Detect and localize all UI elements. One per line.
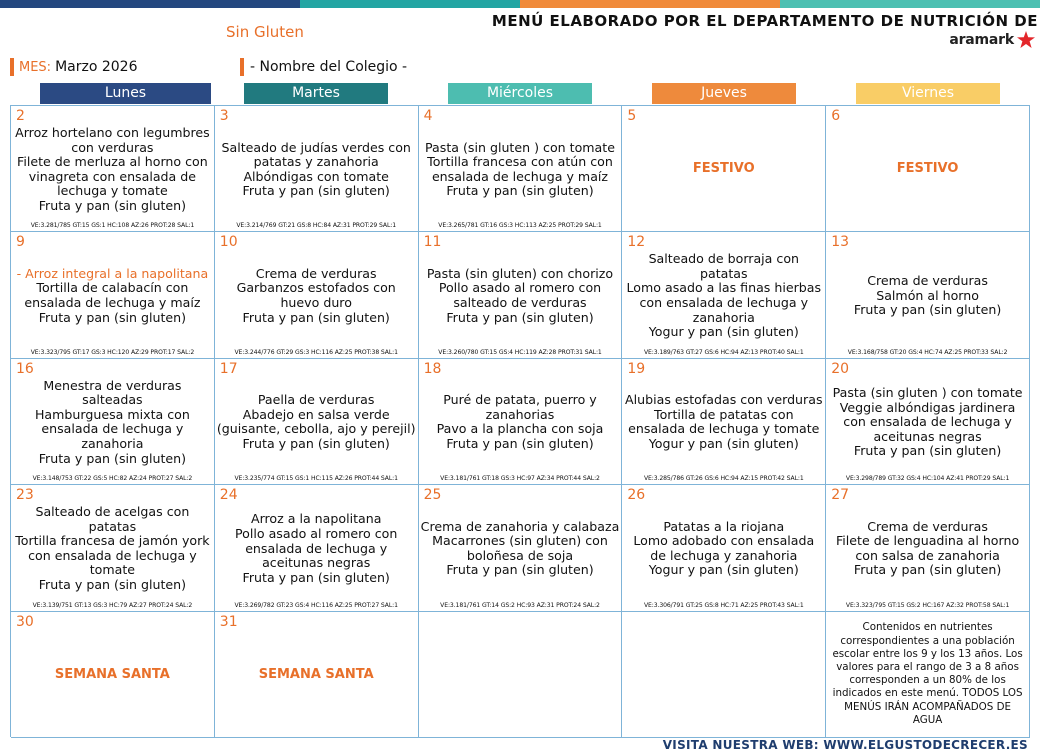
menu-item: Fruta y pan (sin gluten): [38, 197, 187, 213]
menu-item: Macarrones (sin gluten) con boloñesa de soja: [432, 533, 608, 563]
menu-items: [11, 248, 214, 343]
menu-item: Salteado de judías verdes con patatas y zanahoria: [221, 139, 411, 170]
menu-item: Crema de verduras: [255, 265, 377, 281]
nutrition-info: VE:3.323/795 GT:15 GS:2 HC:167 AZ:32 PROT:58 SAL:1: [845, 601, 1010, 609]
nutrition-info: VE:3.281/785 GT:15 GS:1 HC:108 AZ:26 PROT:28 SAL:1: [30, 222, 195, 230]
day-number: 30: [16, 613, 34, 630]
menu-item: Fruta y pan (sin gluten): [446, 436, 594, 452]
page-title: MENÚ ELABORADO POR EL DEPARTAMENTO DE NUTRICIÓN DE: [491, 12, 1038, 30]
day-number: 13: [831, 234, 850, 251]
menu-item: Lomo adobado con ensalada de lechuga y zanahoria: [633, 533, 815, 563]
day-number: 3: [219, 108, 229, 124]
day-cell-4: [419, 106, 623, 232]
day-cell-empty: [826, 612, 1030, 738]
nutrition-info: VE:3.181/761 GT:14 GS:2 HC:93 AZ:31 PROT:24 SAL:2: [440, 601, 600, 609]
day-cell-empty: [622, 612, 826, 738]
menu-items: [215, 122, 418, 217]
month-label: MES:: [19, 59, 52, 75]
menu-item: Arroz hortelano con legumbres con verduras: [15, 124, 210, 155]
day-cell-30: [11, 612, 215, 738]
menu-item: Fruta y pan (sin gluten): [853, 302, 1002, 318]
day-cell-19: [622, 359, 826, 485]
day-cell-empty: [419, 612, 623, 738]
day-number: 5: [627, 108, 637, 124]
nutrition-info: VE:3.260/780 GT:15 GS:4 HC:119 AZ:28 PROT:31 SAL:1: [438, 348, 602, 356]
menu-items: [11, 122, 214, 217]
day-number: 27: [831, 487, 850, 504]
day-cell-3: [215, 106, 419, 232]
menu-item: Alubias estofadas con verduras: [625, 392, 823, 408]
menu-item: Salmón al horno: [876, 287, 979, 303]
day-cell-12: [622, 232, 826, 358]
week-row: [11, 485, 1030, 611]
menu-item: Fruta y pan (sin gluten): [853, 443, 1002, 459]
day-number: 16: [16, 360, 34, 377]
menu-items: [826, 248, 1029, 343]
menu-item: Fruta y pan (sin gluten): [242, 183, 390, 199]
day-cell-25: [419, 485, 623, 611]
menu-item: Crema de zanahoria y calabaza: [420, 518, 620, 534]
day-header-martes: Martes: [244, 83, 388, 104]
menu-item: Fruta y pan (sin gluten): [446, 183, 594, 199]
menu-item: Pollo asado al romero con ensalada de lechuga y aceitunas negras: [235, 525, 398, 571]
day-number: 20: [831, 360, 850, 377]
menu-items: [419, 375, 622, 470]
menu-items: [11, 501, 214, 596]
nutrition-info: VE:3.306/791 GT:25 GS:8 HC:71 AZ:25 PROT:43 SAL:1: [643, 601, 804, 609]
menu-items: [11, 375, 214, 470]
day-cell-31: [215, 612, 419, 738]
day-number: 9: [16, 234, 25, 251]
menu-item: Hamburguesa mixta con ensalada de lechuga y zanahoria: [34, 406, 190, 452]
day-header-lunes: Lunes: [40, 83, 211, 104]
menu-item: Fruta y pan (sin gluten): [38, 577, 187, 593]
holiday-label: SEMANA SANTA: [54, 666, 170, 682]
menu-items: [826, 501, 1029, 596]
day-cell-20: [826, 359, 1030, 485]
menu-item: Tortilla francesa con atún con ensalada de lechuga y maíz: [427, 154, 613, 184]
day-cell-17: [215, 359, 419, 485]
day-cell-2: [11, 106, 215, 232]
day-cell-6: [826, 106, 1030, 232]
menu-items: [419, 248, 622, 343]
menu-item: Fruta y pan (sin gluten): [242, 436, 390, 452]
day-number: 2: [16, 108, 25, 124]
menu-items: [622, 248, 825, 343]
menu-item: Fruta y pan (sin gluten): [242, 309, 390, 325]
nutrition-info: VE:3.168/758 GT:20 GS:4 HC:74 AZ:25 PROT:33 SAL:2: [847, 348, 1008, 356]
day-cell-24: [215, 485, 419, 611]
day-number: 18: [423, 360, 442, 377]
nutrition-info: VE:3.148/753 GT:22 GS:5 HC:82 AZ:24 PROT:27 SAL:2: [32, 475, 193, 483]
top-color-bar: [0, 0, 1040, 8]
menu-item-alternative: - Arroz integral a la napolitana: [16, 265, 209, 281]
menu-items: [419, 122, 622, 217]
menu-item: Yogur y pan (sin gluten): [648, 562, 799, 578]
menu-items: [215, 248, 418, 343]
nutrition-info: VE:3.298/789 GT:32 GS:4 HC:104 AZ:41 PROT:29 SAL:1: [845, 475, 1010, 483]
menu-item: Abadejo en salsa verde (guisante, cebolla, ajo y perejil): [216, 406, 416, 437]
menu-item: Pavo a la plancha con soja: [436, 421, 604, 437]
aramark-logo: [949, 30, 1036, 50]
nutrition-info: VE:3.265/781 GT:16 GS:3 HC:113 AZ:25 PROT:29 SAL:1: [438, 222, 602, 230]
holiday-label: SEMANA SANTA: [258, 666, 374, 682]
menu-item: Salteado de borraja con patatas: [648, 251, 800, 281]
nutrition-info: VE:3.235/774 GT:15 GS:1 HC:115 AZ:26 PROT:44 SAL:1: [234, 475, 398, 483]
menu-item: Pasta (sin gluten) con chorizo: [426, 265, 614, 281]
nutrition-info: VE:3.214/769 GT:21 GS:8 HC:84 AZ:31 PROT:29 SAL:1: [236, 222, 397, 230]
menu-items: [215, 375, 418, 470]
menu-item: Fruta y pan (sin gluten): [242, 569, 390, 585]
menu-item: Patatas a la riojana: [663, 518, 785, 534]
menu-item: Filete de merluza al horno con vinagreta con ensalada de lechuga y tomate: [17, 154, 208, 199]
menu-item: Tortilla de calabacín con ensalada de lechuga y maíz: [24, 280, 201, 311]
week-row: [11, 106, 1030, 232]
day-cell-10: [215, 232, 419, 358]
menu-item: Filete de lenguadina al horno con salsa de zanahoria: [835, 533, 1020, 563]
month-value: Marzo 2026: [55, 59, 138, 75]
menu-item: Lomo asado a las finas hierbas con ensalada de lechuga y zanahoria: [626, 280, 822, 325]
menu-item: Albóndigas con tomate: [243, 168, 389, 184]
menu-item: Yogur y pan (sin gluten): [648, 436, 799, 452]
nutrition-info: VE:3.269/782 GT:23 GS:4 HC:116 AZ:25 PROT:27 SAL:1: [234, 601, 398, 609]
day-header-viernes: Viernes: [856, 83, 1000, 104]
day-header-miercoles: Miércoles: [448, 83, 592, 104]
footer-website: VISITA NUESTRA WEB: WWW.ELGUSTODECRECER.ES: [662, 738, 1028, 752]
school-name: - Nombre del Colegio -: [250, 59, 408, 75]
menu-item: Garbanzos estofados con huevo duro: [236, 280, 396, 311]
menu-item: Fruta y pan (sin gluten): [38, 309, 187, 325]
menu-item: Fruta y pan (sin gluten): [853, 562, 1002, 578]
nutrition-info: VE:3.285/786 GT:26 GS:6 HC:94 AZ:15 PROT:42 SAL:1: [643, 475, 804, 483]
month-field: [10, 58, 228, 76]
menu-item: Crema de verduras: [867, 518, 988, 534]
menu-item: Arroz a la napolitana: [250, 511, 382, 527]
day-number: 23: [16, 487, 34, 504]
menu-item: Paella de verduras: [257, 392, 375, 408]
menu-calendar-grid: [10, 105, 1030, 737]
menu-item: Tortilla francesa de jamón york con ensalada de lechuga y tomate: [15, 533, 210, 578]
day-cell-18: [419, 359, 623, 485]
star-figure-icon: [1016, 30, 1036, 50]
menu-item: Fruta y pan (sin gluten): [446, 309, 594, 325]
nutrition-info: VE:3.181/761 GT:18 GS:3 HC:97 AZ:34 PROT:44 SAL:2: [440, 475, 600, 483]
school-field: [240, 58, 1030, 76]
menu-items: [419, 501, 622, 596]
day-cell-16: [11, 359, 215, 485]
nutrition-info: VE:3.139/751 GT:13 GS:3 HC:79 AZ:27 PROT:24 SAL:2: [32, 601, 193, 609]
nutrition-info: VE:3.244/776 GT:29 GS:3 HC:116 AZ:25 PROT:38 SAL:1: [234, 348, 398, 356]
menu-item: Menestra de verduras salteadas: [43, 377, 182, 408]
menu-item: Crema de verduras: [867, 273, 988, 289]
day-number: 26: [627, 487, 646, 504]
menu-item: Tortilla de patatas con ensalada de lechuga y tomate: [628, 406, 820, 437]
logo-text: aramark: [949, 32, 1014, 48]
day-cell-27: [826, 485, 1030, 611]
menu-item: Fruta y pan (sin gluten): [446, 562, 594, 578]
menu-item: Veggie albóndigas jardinera con ensalada de lechuga y aceitunas negras: [839, 399, 1016, 444]
day-number: 6: [831, 108, 841, 124]
menu-item: Pollo asado al romero con salteado de verduras: [438, 280, 602, 311]
menu-items: [826, 375, 1029, 470]
nutrition-note: Contenidos en nutrientes correspondientes a una población escolar entre los 9 y los 13 años. Los valores para el rango de 3 a 8 años corresponden a un 80% de los indicados en este menú. TODOS LOS MENÚS IRÁN ACOMPAÑADOS DE AGUA: [832, 621, 1023, 726]
menu-item: Pasta (sin gluten ) con tomate: [832, 384, 1023, 400]
week-row: [11, 232, 1030, 358]
day-cell-5: [622, 106, 826, 232]
day-cell-13: [826, 232, 1030, 358]
day-number: 24: [219, 487, 238, 504]
holiday-label: FESTIVO: [896, 161, 959, 177]
day-number: 12: [627, 234, 646, 251]
day-number: 19: [627, 360, 646, 377]
menu-items: [622, 375, 825, 470]
week-row: [11, 612, 1030, 738]
diet-label: Sin Gluten: [226, 23, 304, 41]
day-number: 11: [423, 234, 442, 251]
day-cell-23: [11, 485, 215, 611]
day-cell-9: [11, 232, 215, 358]
day-number: 17: [219, 360, 238, 377]
day-cell-11: [419, 232, 623, 358]
day-number: 31: [219, 613, 238, 630]
nutrition-info: VE:3.189/763 GT:27 GS:6 HC:94 AZ:13 PROT:40 SAL:1: [643, 348, 804, 356]
menu-item: Salteado de acelgas con patatas: [35, 504, 190, 534]
day-number: 25: [423, 487, 442, 504]
menu-items: [215, 501, 418, 596]
menu-item: Puré de patata, puerro y zanahorias: [443, 392, 597, 422]
menu-item: Pasta (sin gluten ) con tomate: [425, 139, 615, 155]
day-header-jueves: Jueves: [652, 83, 796, 104]
day-number: 4: [423, 108, 433, 124]
holiday-label: FESTIVO: [692, 161, 755, 177]
menu-items: [622, 501, 825, 596]
day-cell-26: [622, 485, 826, 611]
day-number: 10: [219, 234, 238, 251]
week-row: [11, 359, 1030, 485]
menu-item: Fruta y pan (sin gluten): [38, 450, 187, 466]
menu-item: Yogur y pan (sin gluten): [648, 324, 799, 340]
nutrition-info: VE:3.323/795 GT:17 GS:3 HC:120 AZ:29 PROT:17 SAL:2: [30, 348, 195, 356]
